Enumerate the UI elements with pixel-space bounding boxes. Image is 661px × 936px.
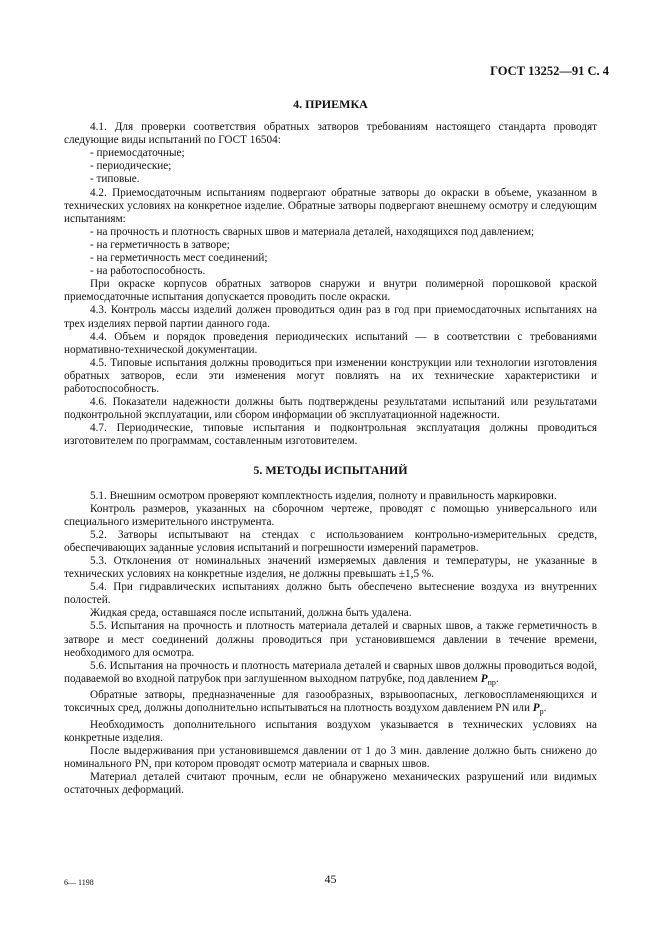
list-item: - на герметичность в затворе; — [90, 238, 230, 251]
paragraph-4-5: 4.5. Типовые испытания должны проводиться при изменении конструкции или технологии изготовления обратных затворов, если эти изменения могут повлиять на их технические характеристики и работоспособность. — [64, 356, 597, 395]
paragraph-5-1: 5.1. Внешним осмотром проверяют комплектность изделия, полноту и правильность маркировки. — [90, 489, 557, 502]
pressure-symbol: P — [480, 672, 488, 685]
paragraph-5-4: 5.4. При гидравлических испытаниях должно быть обеспечено вытеснение воздуха из внутренних полостей. — [64, 581, 597, 607]
section-title-acceptance: 4. ПРИЕМКА — [293, 97, 368, 111]
list-item: - на герметичность мест соединений; — [90, 252, 268, 265]
paragraph-5-6-text: 5.6. Испытания на прочность и плотность материала деталей и сварных швов должны проводиться водой, подаваемой во входной патрубок при заглушенном выходном патрубке, под давлением — [64, 659, 597, 685]
paragraph-4-2: 4.2. Приемосдаточным испытаниям подвергают обратные затворы до окраски в объеме, указанном в технических условиях на конкретное изделие. Обратные затворы подвергают внешнему осмотру и следующим испытаниям: — [64, 186, 597, 225]
paragraph-5-4-liquid: Жидкая среда, оставшаяся после испытаний, должна быть удалена. — [90, 607, 412, 620]
paragraph-5-5: 5.5. Испытания на прочность и плотность материала деталей и сварных швов, а также герметичность в затворе и мест соединений должны проводиться при установившемся давлении в течение времени, необходимого для осмотра. — [64, 620, 597, 659]
paragraph-5-6-holding: После выдерживания при установившемся давлении от 1 до 3 мин. давление должно быть снижено до номинального PN, при котором проводят осмотр материала и сварных швов. — [64, 744, 597, 770]
paragraph-4-6: 4.6. Показатели надежности должны быть подтверждены результатами испытаний или результатами подконтрольной эксплуатации, или сбором информации об эксплуатационной надежности. — [64, 396, 597, 422]
paragraph-5-6-end: . — [495, 672, 499, 685]
list-item: - на прочность и плотность сварных швов и материала деталей, находящихся под давлением; — [90, 225, 535, 238]
list-item: - типовые. — [90, 173, 140, 186]
paragraph-4-3: 4.3. Контроль массы изделий должен проводиться один раз в год при приемосдаточных испытаниях на трех изделиях первой партии данного года. — [64, 304, 597, 330]
document-code-header: ГОСТ 13252—91 С. 4 — [490, 64, 609, 78]
paragraph-5-6-gases — [64, 689, 597, 718]
paragraph-5-1-dimensions: Контроль размеров, указанных на сборочном чертеже, проводят с помощью универсального или специального измерительного инструмента. — [64, 502, 597, 528]
paragraph-5-3: 5.3. Отклонения от номинальных значений измеряемых давления и температуры, не указанные в технических условиях на конкретные изделия, не должны превышать ±1,5 %. — [64, 555, 597, 581]
paragraph-5-2: 5.2. Затворы испытывают на стендах с использованием контрольно-измерительных средств, обеспечивающих заданные условия испытаний и погрешности измерений параметров. — [64, 528, 597, 554]
paragraph-4-7: 4.7. Периодические, типовые испытания и подконтрольная эксплуатация должны проводиться изготовителем по программам, составленным изготовителем. — [64, 422, 597, 448]
paragraph-5-6-air-test: Необходимость дополнительного испытания воздухом указывается в технических условиях на конкретные изделия. — [64, 718, 597, 744]
paragraph-5-6-gases-text: Обратные затворы, предназначенные для газообразных, взрывоопасных, легковоспламеняющихся и токсичных сред, должны дополнительно испытываться на плотность воздухом давлением PN или — [64, 689, 597, 715]
paragraph-5-6-gases-end: . — [543, 702, 547, 715]
paragraph-5-6-strength: Материал деталей считают прочным, если не обнаружено механических разрушений или видимых остаточных деформаций. — [64, 770, 597, 797]
page-content — [64, 96, 597, 797]
print-code: 6— 1198 — [64, 878, 94, 887]
list-item: - приемосдаточные; — [90, 147, 185, 160]
pressure-symbol: P — [532, 702, 540, 715]
page-number: 45 — [324, 872, 337, 886]
section-title-test-methods: 5. МЕТОДЫ ИСПЫТАНИЙ — [253, 463, 408, 478]
paragraph-5-6 — [64, 660, 597, 689]
paragraph-4-4: 4.4. Объем и порядок проведения периодических испытаний — в соответствии с требованиями нормативно-технической документации. — [64, 330, 597, 356]
paragraph-4-2-painting: При окраске корпусов обратных затворов снаружи и внутри полимерной порошковой краской приемосдаточные испытания допускается проводить после окраски. — [64, 278, 597, 304]
list-item: - на работоспособность. — [90, 265, 206, 278]
paragraph-4-1: 4.1. Для проверки соответствия обратных затворов требованиям настоящего стандарта проводят следующие виды испытаний по ГОСТ 16504: — [64, 121, 597, 147]
list-item: - периодические; — [90, 160, 172, 173]
pressure-subscript: пр — [487, 678, 496, 688]
pressure-subscript: р — [539, 707, 544, 717]
